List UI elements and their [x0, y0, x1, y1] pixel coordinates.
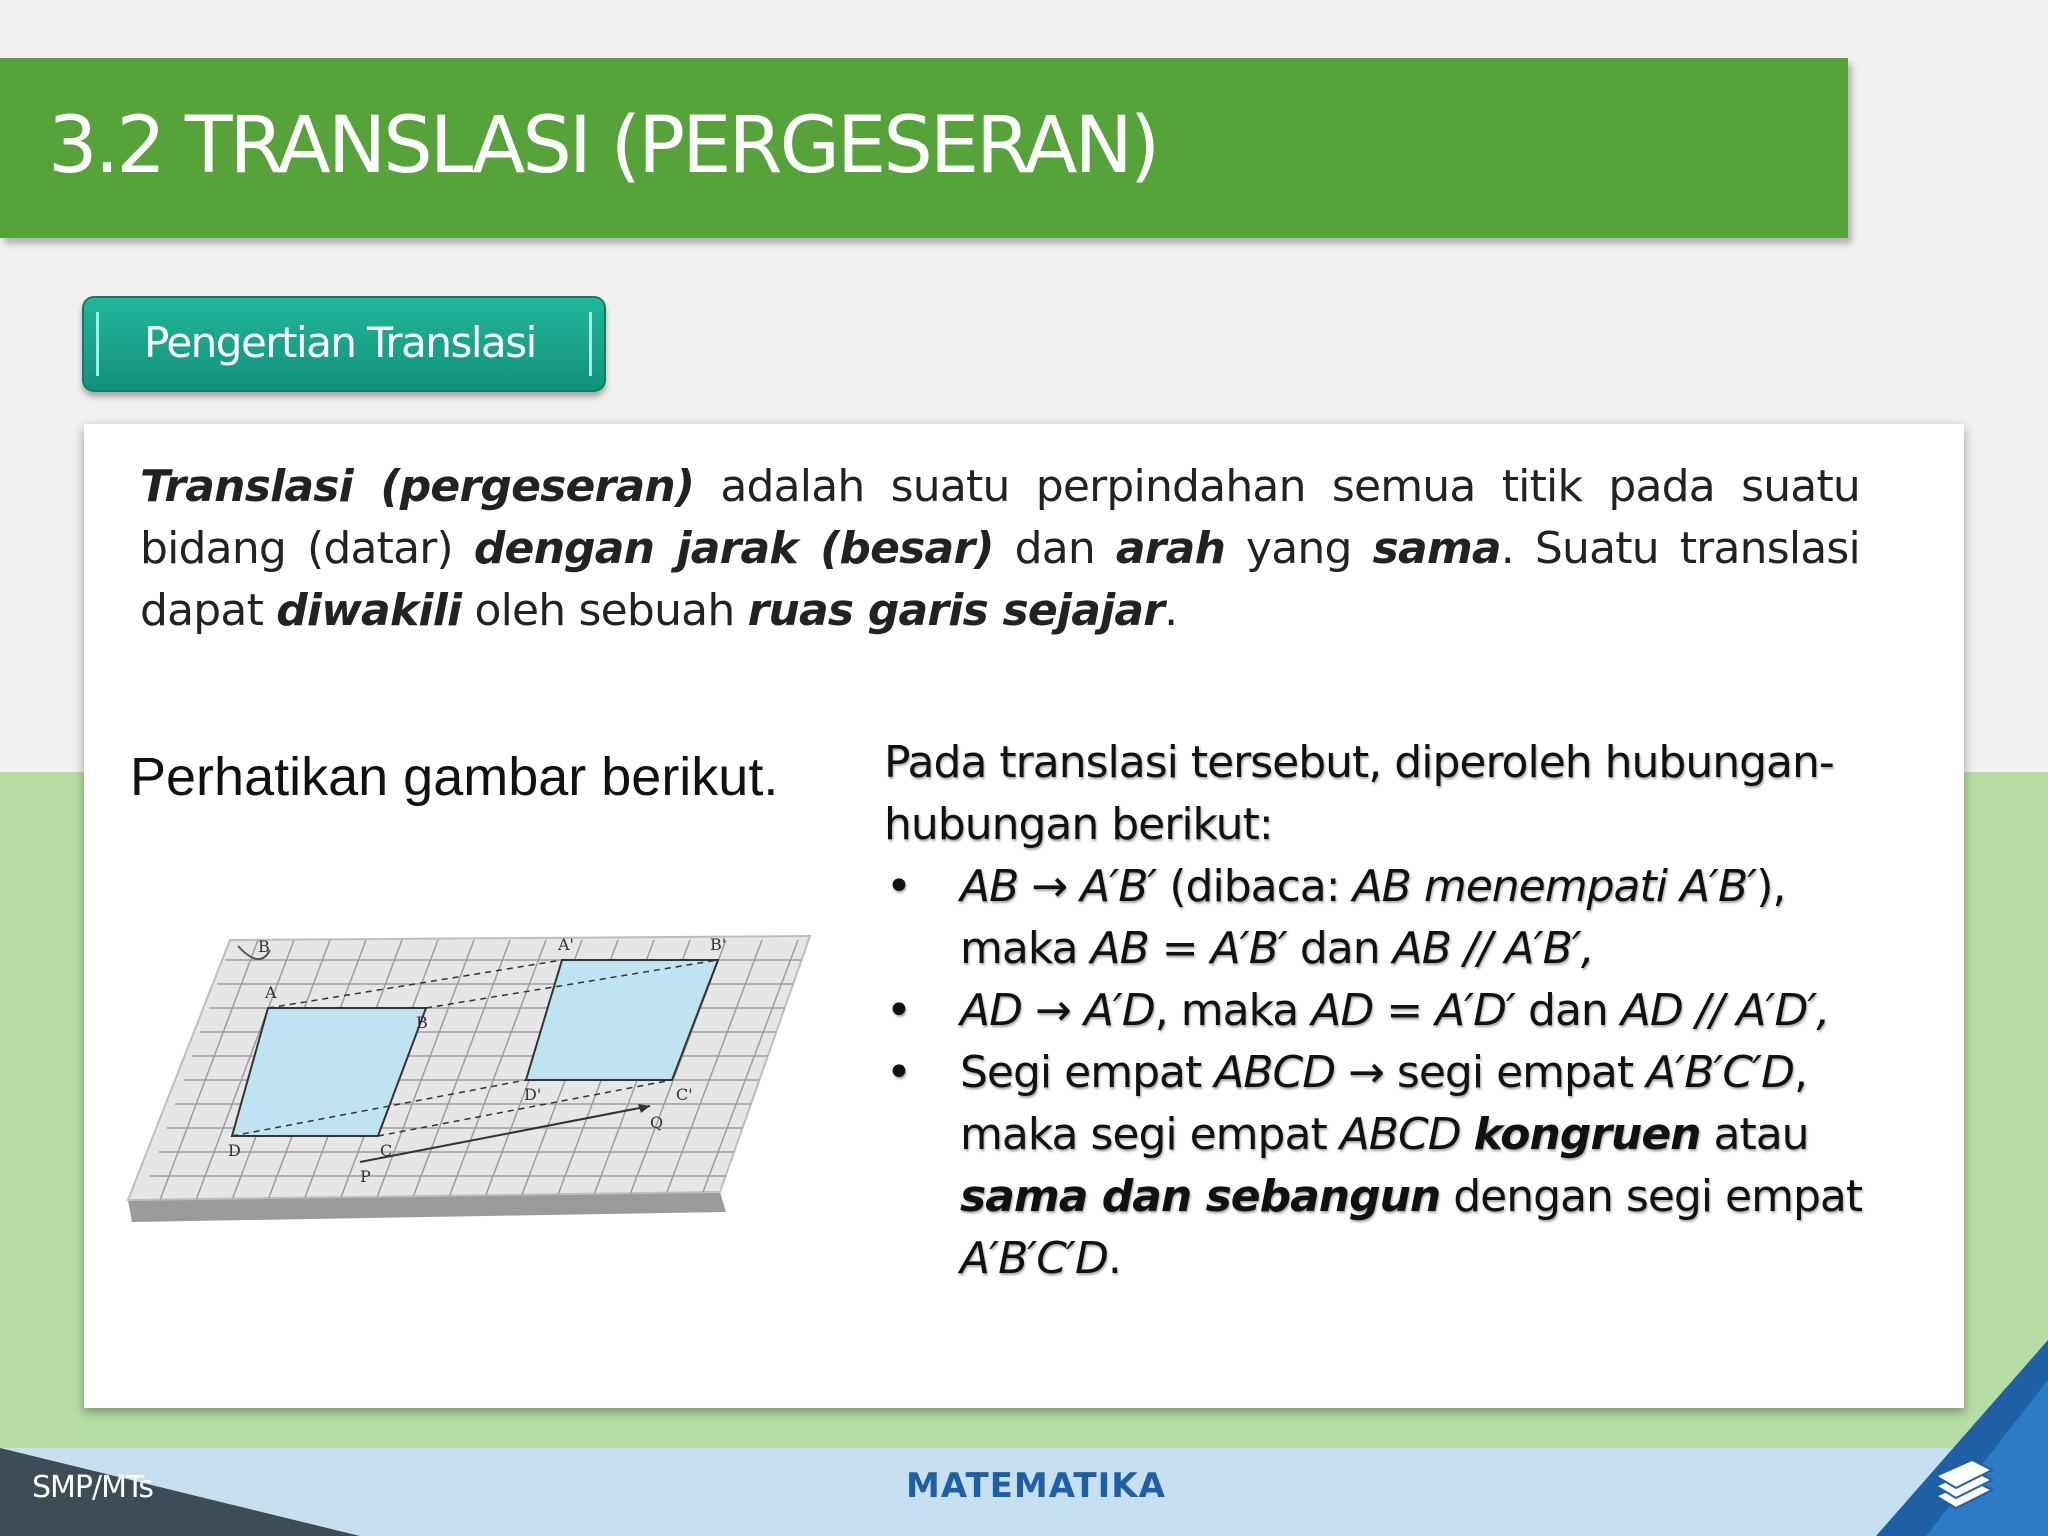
bullet: •: [886, 985, 911, 1036]
bullet: •: [886, 1047, 911, 1098]
rel-text: AB // A′B′,: [1392, 923, 1594, 974]
bullet: •: [886, 861, 911, 912]
term-kongruen: kongruen: [1473, 1109, 1701, 1160]
section-label: Pengertian Translasi: [144, 318, 536, 367]
rel-text: dan: [1515, 985, 1621, 1036]
rel-text: ),: [1756, 861, 1786, 912]
term-diwakili: diwakili: [276, 585, 462, 636]
rel-text: AD // A′D′,: [1620, 985, 1830, 1036]
definition-text: dan: [993, 523, 1116, 574]
list-item: [884, 1042, 1944, 1290]
label-b-prime: B': [710, 935, 727, 954]
translation-figure: [120, 900, 820, 1240]
rel-text: AB → A′B′: [960, 861, 1157, 912]
footer-subject: MATEMATIKA: [906, 1466, 1166, 1506]
rel-text: (dibaca:: [1156, 861, 1353, 912]
rel-text: A′B′C′D: [960, 1233, 1108, 1284]
book-stack-icon: [1932, 1456, 1996, 1520]
definition-text: oleh sebuah: [461, 585, 748, 636]
term-sama-sebangun: sama dan sebangun: [960, 1171, 1441, 1222]
section-badge: [82, 296, 606, 392]
rel-text: dengan segi empat: [1440, 1171, 1863, 1222]
rel-text: , maka: [1154, 985, 1312, 1036]
rel-text: A′B′C′D: [1646, 1047, 1794, 1098]
rel-text: AD = A′D′: [1311, 985, 1516, 1036]
definition-text: adalah suatu perpindahan semua titik pada suatu bidang (datar): [140, 461, 1860, 574]
rel-text: ABCD: [1339, 1109, 1461, 1160]
label-q: Q: [650, 1113, 664, 1132]
label-b-top: B: [258, 937, 270, 956]
badge-edge-right: [589, 312, 592, 376]
rel-text: .: [1107, 1233, 1121, 1284]
list-item: [884, 980, 1944, 1042]
term-jarak: dengan jarak (besar): [473, 523, 994, 574]
label-d: D: [228, 1141, 241, 1160]
footer-level: SMP/MTs: [32, 1470, 153, 1505]
rel-text: ,: [1794, 1047, 1807, 1098]
slide-title: 3.2 TRANSLASI (PERGESERAN): [48, 101, 1158, 191]
rel-text: Segi empat: [960, 1047, 1215, 1098]
label-a: A: [265, 983, 277, 1002]
definition-text: .: [1164, 585, 1178, 636]
label-p: P: [360, 1167, 371, 1186]
label-c-prime: C': [676, 1085, 693, 1104]
rel-text: ABCD: [1214, 1047, 1336, 1098]
rel-text: maka: [960, 923, 1091, 974]
term-sama: sama: [1372, 523, 1501, 574]
relations-text: [884, 732, 1944, 1290]
definition-text: . Suatu translasi dapat: [140, 523, 1860, 636]
rel-text: AB = A′B′: [1090, 923, 1287, 974]
figure-heading: Perhatikan gambar berikut.: [130, 747, 779, 807]
rel-text: AB menempati A′B′: [1352, 861, 1757, 912]
rel-text: → segi empat: [1335, 1047, 1647, 1098]
definition-paragraph: [140, 456, 1860, 642]
rel-text: dan: [1286, 923, 1393, 974]
term-translasi: Translasi (pergeseran): [140, 461, 695, 512]
rel-text: maka segi empat: [960, 1109, 1340, 1160]
relations-intro: Pada translasi tersebut, diperoleh hubungan-hubungan berikut:: [884, 737, 1834, 850]
badge-edge-left: [96, 312, 99, 376]
list-item: [884, 856, 1944, 980]
label-b: B: [416, 1013, 428, 1032]
label-a-prime: A': [558, 935, 574, 954]
rel-text: atau: [1700, 1109, 1809, 1160]
term-ruas-garis: ruas garis sejajar: [747, 585, 1165, 636]
label-d-prime: D': [524, 1085, 542, 1104]
rel-text: AD → A′D: [960, 985, 1155, 1036]
rel-text: [1461, 1109, 1474, 1160]
term-arah: arah: [1115, 523, 1226, 574]
label-c: C: [380, 1141, 393, 1160]
relations-list: [884, 856, 1944, 1290]
definition-text: yang: [1225, 523, 1373, 574]
